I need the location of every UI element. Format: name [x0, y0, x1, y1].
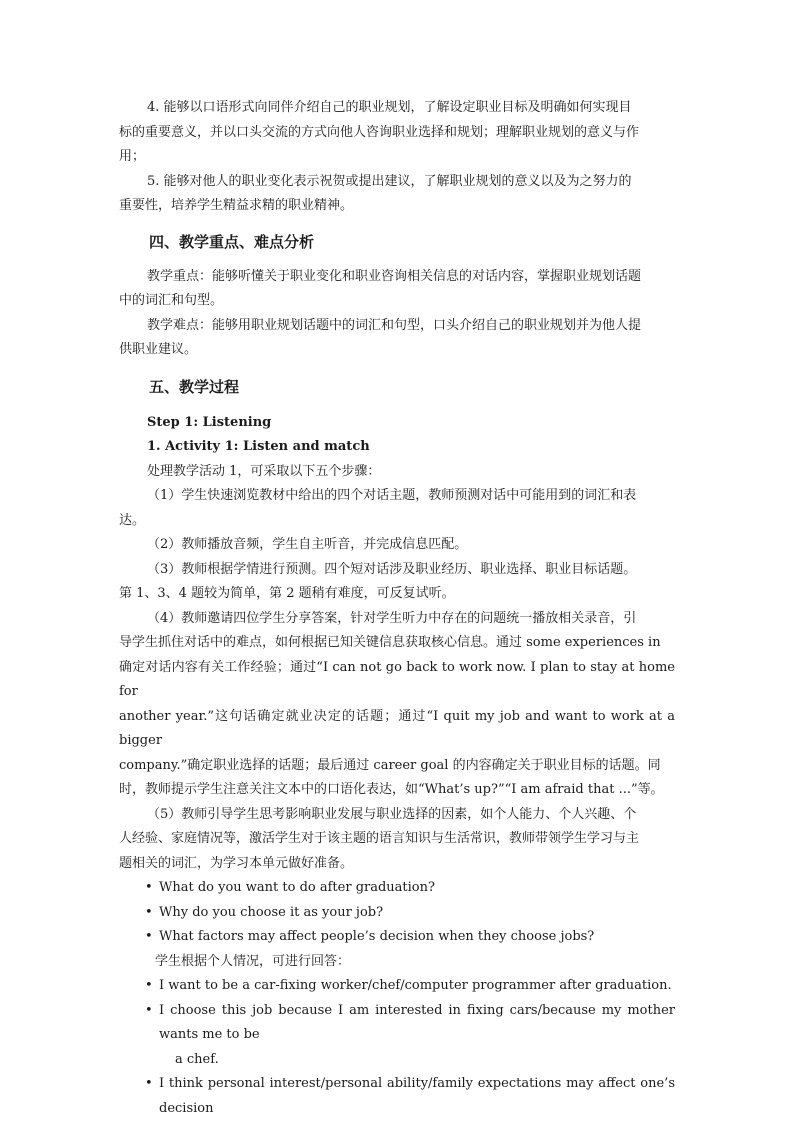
answer-list [119, 974, 675, 1121]
bullet-icon: • [145, 904, 153, 920]
question-list [119, 876, 675, 950]
bullet-icon: • [145, 978, 153, 993]
answer-intro: 学生根据个人情况，可进行回答： [155, 953, 351, 969]
procedure-step-1: （1）学生快速浏览教材中给出的四个对话主题，教师预测对话中可能用到的词汇和表 达。 [119, 488, 637, 528]
list-item: • Why do you choose it as your job? [119, 901, 675, 926]
procedure-step-4: （4）教师邀请四位学生分享答案，针对学生听力中存在的问题统一播放相关录音，引 导学生抓住对话中的难点，如何根据已知关键信息获取核心信息。通过 some experiences in 确定对话内容有关工作经验；通过“I can not go back to work now. I plan to stay at home for another year.”这句话确定就业决定的话题；通过“I quit my job and want to work at a bigger company.”确定职业选择的话题；最后通过 career goal 的内容确定关于职业目标的话题。同 时，教师提示学生注意关注文本中的口语化表达，如“What’s up?”“I am afraid that ...”等。 [119, 610, 675, 797]
bullet-icon: • [145, 1002, 153, 1018]
objective-4: 4. 能够以口语形式向同伴介绍自己的职业规划，了解设定职业目标及明确如何实现目 标的重要意义，并以口头交流的方式向他人咨询职业选择和规划；理解职业规划的意义与作 用； [119, 100, 640, 164]
activity-1-heading: 1. Activity 1: Listen and match [147, 439, 370, 454]
document-body [119, 96, 675, 1121]
list-item: • I think personal interest/personal ability/family expectations may affect one’s decision [119, 1072, 675, 1121]
section-heading-5: 五、教学过程 [149, 377, 240, 396]
bullet-icon: • [145, 880, 153, 895]
procedure-step-2: （2）教师播放音频，学生自主听音，并完成信息匹配。 [147, 537, 468, 552]
step-1-heading: Step 1: Listening [147, 414, 272, 430]
activity-intro: 处理教学活动 1，可采取以下五个步骤： [147, 463, 381, 479]
section-heading-4: 四、教学重点、难点分析 [149, 232, 315, 251]
bullet-icon: • [145, 929, 153, 944]
teaching-difficulty: 教学难点：能够用职业规划话题中的词汇和句型，口头介绍自己的职业规划并为他人提 供职业建议。 [119, 317, 642, 357]
list-item: • I want to be a car-fixing worker/chef/computer programmer after graduation. [119, 974, 675, 999]
procedure-step-5: （5）教师引导学生思考影响职业发展与职业选择的因素，如个人能力、个人兴趣、个 人经验、家庭情况等，激活学生对于该主题的语言知识与生活常识，教师带领学生学习与主 题相关的词汇，为学习本单元做好准备。 [119, 806, 640, 871]
procedure-step-3: （3）教师根据学情进行预测。四个短对话涉及职业经历、职业选择、职业目标话题。 第 1、3、4 题较为简单，第 2 题稍有难度，可反复试听。 [119, 561, 637, 601]
list-item: • I choose this job because I am interested in fixing cars/because my mother wants me to be a chef. [119, 999, 675, 1073]
bullet-icon: • [145, 1076, 153, 1091]
list-item: • What do you want to do after graduation? [119, 876, 675, 901]
list-item: • What factors may affect people’s decision when they choose jobs? [119, 925, 675, 950]
objective-5: 5. 能够对他人的职业变化表示祝贺或提出建议，了解职业规划的意义以及为之努力的 重要性，培养学生精益求精的职业精神。 [119, 173, 632, 213]
teaching-focus: 教学重点：能够听懂关于职业变化和职业咨询相关信息的对话内容，掌握职业规划话题 中的词汇和句型。 [119, 268, 642, 308]
